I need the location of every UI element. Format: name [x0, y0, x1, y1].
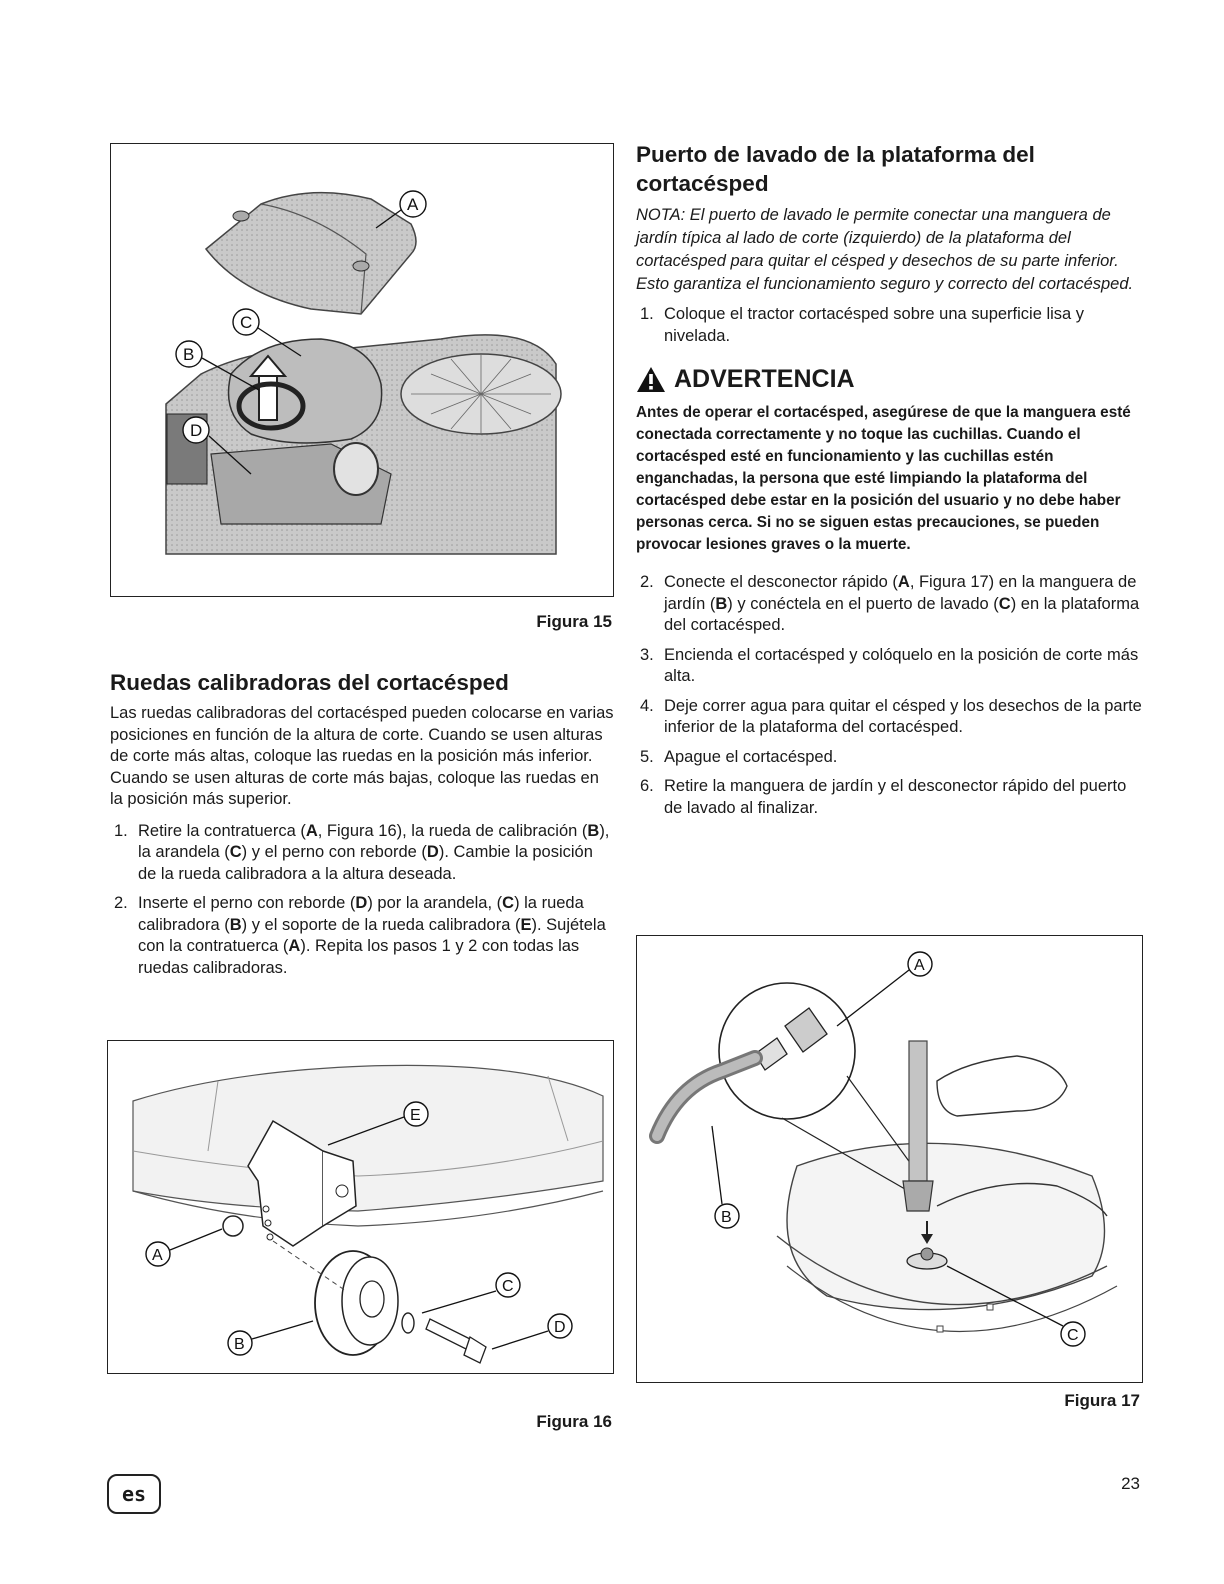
step-label-ref: C — [998, 594, 1011, 613]
fig16-callout-a: A — [152, 1247, 163, 1264]
wash-port-note: NOTA: El puerto de lavado le permite conectar una manguera de jardín típica al lado de corte (izquierdo) de la plataforma del cortacésped para quitar el césped y desechos de su parte inferior. Esto garantiza el funcionamiento seguro y correcto del cortacésped. — [636, 206, 1134, 293]
step-text: , Figura 16), la rueda de calibración ( — [317, 821, 588, 840]
figure-15 — [110, 143, 614, 597]
step-item: 1. Coloque el tractor cortacésped sobre una superficie lisa y nivelada. — [640, 305, 1085, 345]
step-item — [636, 747, 1144, 769]
wash-port-steps — [636, 572, 1144, 819]
step-text: Conecte el desconector rápido ( — [664, 573, 898, 591]
fig17-callout-a: A — [914, 957, 925, 974]
page-number: 23 — [1121, 1474, 1140, 1493]
step-text: Inserte el perno con reborde ( — [138, 894, 356, 912]
step-number: 3. — [640, 645, 654, 664]
warning-text: Antes de operar el cortacésped, asegúrese de que la manguera esté conectada correctamente y no toque las cuchillas. Cuando el cortacésped esté en funcionamiento y las cuchillas estén enganchadas, la persona que esté limpiando la plataforma del cortacésped debe estar en la posición del usuario y no debe haber personas cerca. Si no se siguen estas precauciones, se pueden provocar lesiones graves o la muerte. — [636, 404, 1131, 553]
step-text: Retire la manguera de jardín y el desconector rápido del puerto de lavado al finalizar. — [664, 777, 1127, 817]
fig16-callout-e: E — [410, 1107, 421, 1124]
step-text: Encienda el cortacésped y colóquelo en la posición de corte más alta. — [664, 645, 1139, 685]
figure-17-caption: Figura 17 — [1064, 1391, 1140, 1410]
fig15-callout-a: A — [407, 195, 419, 214]
step-label-ref: B — [229, 915, 242, 934]
gauge-wheels-intro: Las ruedas calibradoras del cortacésped pueden colocarse en varias posiciones en función de la altura de corte. Cuando se usen alturas de corte más altas, coloque las ruedas en la posición más inferior. Cuando se usen alturas de corte más bajas, coloque las ruedas en la posición más superior. — [110, 704, 614, 808]
warning-triangle-icon — [636, 366, 666, 393]
step-item — [110, 821, 615, 886]
figure-16-caption: Figura 16 — [536, 1412, 612, 1431]
gauge-wheels-steps — [110, 821, 615, 980]
fig15-callout-b: B — [183, 345, 195, 364]
step-item — [636, 696, 1144, 739]
step-label-ref: C — [502, 894, 515, 912]
step-number: 2. — [114, 894, 128, 912]
step-text: Deje correr agua para quitar el césped y los desechos de la parte inferior de la plataforma del cortacésped. — [664, 696, 1142, 736]
step-number: 6. — [640, 777, 654, 795]
fig16-callout-b: B — [234, 1336, 245, 1353]
figure-15-caption: Figura 15 — [536, 612, 612, 631]
step-item — [636, 776, 1144, 819]
figure-17 — [636, 935, 1143, 1383]
right-column — [636, 140, 1144, 827]
figure-16-illustration — [108, 1041, 613, 1373]
fig17-callout-c: C — [1067, 1327, 1079, 1344]
step-label-ref: C — [229, 843, 242, 861]
warning-box — [636, 365, 1144, 556]
fig16-callout-d: D — [554, 1319, 566, 1336]
fig15-callout-d: D — [190, 421, 203, 440]
warning-heading — [636, 365, 1144, 394]
figure-15-illustration — [111, 144, 613, 596]
step-text: ). Repita los pasos 1 y 2 con todas las ruedas calibradoras. — [138, 937, 580, 977]
step-label-ref: B — [587, 821, 600, 840]
step-label-ref: A — [305, 821, 318, 840]
wash-port-step1 — [636, 304, 1144, 347]
gauge-wheels-heading: Ruedas calibradoras del cortacésped — [110, 670, 509, 695]
fig16-callout-c: C — [502, 1278, 514, 1295]
step-number: 1. — [114, 821, 128, 840]
step-item — [636, 645, 1144, 688]
step-label-ref: E — [520, 915, 532, 934]
left-column — [110, 668, 615, 987]
step-number: 5. — [640, 747, 654, 766]
step-text: ). Cambie la posición de la rueda calibradora a la altura deseada. — [138, 843, 593, 883]
step-label-ref: A — [897, 573, 910, 591]
step-text: ), la arandela ( — [138, 821, 610, 861]
step-text: ) por la arandela, ( — [367, 894, 503, 912]
step-item — [110, 893, 615, 979]
step-text: , Figura 17) en la manguera de jardín ( — [664, 573, 1137, 613]
step-text: Apague el cortacésped. — [664, 747, 838, 766]
language-badge: es — [107, 1474, 161, 1514]
figure-17-illustration — [637, 936, 1142, 1382]
step-text: ) y conéctela en el puerto de lavado ( — [727, 594, 999, 613]
step-text: ). Sujétela con la contratuerca ( — [138, 915, 606, 955]
step-item — [636, 572, 1144, 637]
figure-16 — [107, 1040, 614, 1374]
step-label-ref: B — [715, 594, 728, 613]
fig15-callout-c: C — [240, 313, 253, 332]
wash-port-heading: Puerto de lavado de la plataforma del cortacésped — [636, 142, 1035, 196]
warning-title: ADVERTENCIA — [674, 365, 855, 393]
step-number: 2. — [640, 573, 654, 591]
step-label-ref: D — [355, 894, 368, 912]
step-number: 4. — [640, 696, 654, 715]
step-label-ref: A — [288, 937, 301, 955]
step-text: ) y el perno con reborde ( — [241, 843, 427, 861]
fig17-callout-b: B — [721, 1209, 732, 1226]
step-text: ) la rueda calibradora ( — [138, 894, 584, 934]
step-text: ) y el soporte de la rueda calibradora ( — [241, 915, 521, 934]
step-text: Retire la contratuerca ( — [138, 821, 306, 840]
step-label-ref: D — [426, 843, 439, 861]
step-text: ) en la plataforma del cortacésped. — [664, 594, 1140, 634]
